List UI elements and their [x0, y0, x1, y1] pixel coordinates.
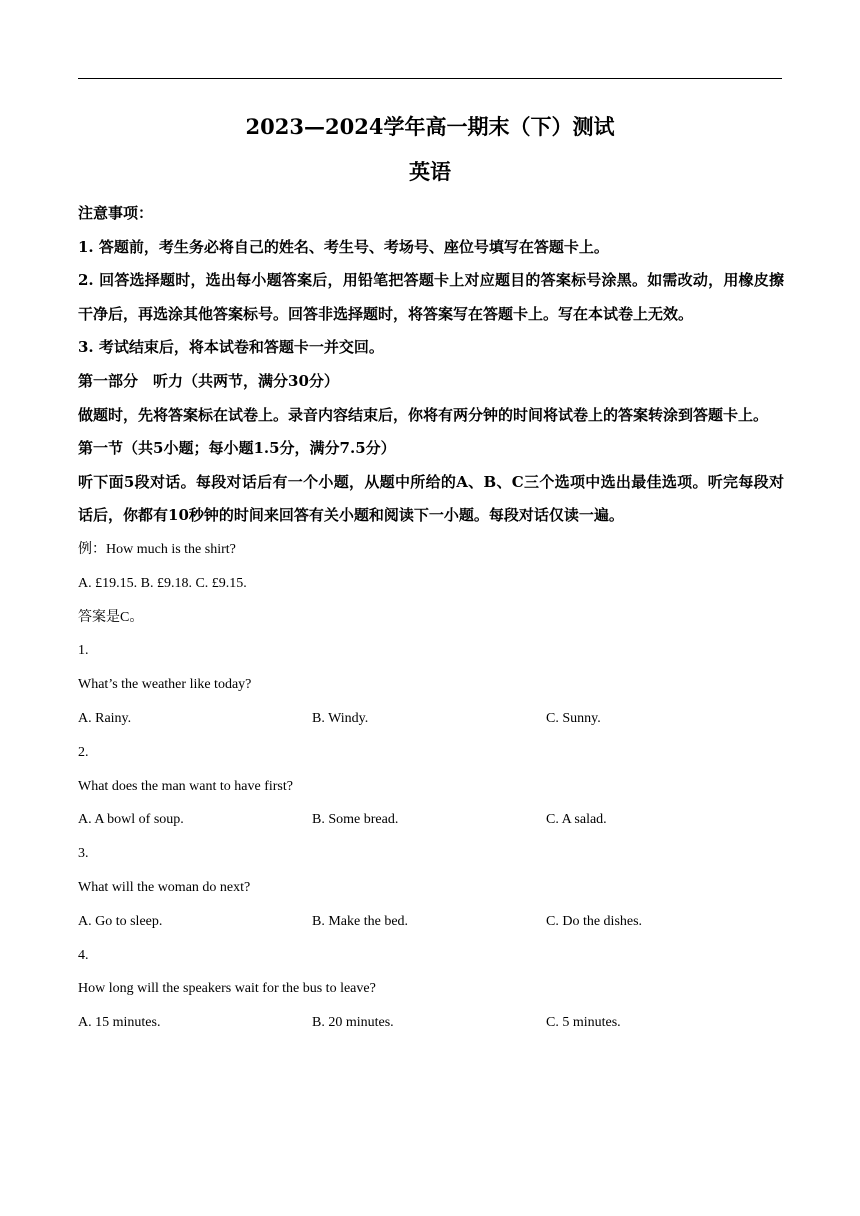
question-options — [78, 905, 784, 939]
option-c: C. Sunny. — [546, 710, 601, 726]
question-number: 4. — [78, 947, 89, 963]
instructions-heading: 注意事项： — [78, 204, 154, 222]
question-options — [78, 702, 784, 736]
option-b: B. 20 minutes. — [312, 1015, 394, 1031]
option-b: B. Make the bed. — [312, 913, 409, 929]
option-c: C. Do the dishes. — [546, 913, 643, 929]
question-4 — [78, 939, 784, 1040]
question-1 — [78, 634, 784, 735]
question-3 — [78, 837, 784, 938]
question-number: 1. — [78, 643, 89, 659]
instruction-item-1: 1. 答题前，考生务必将自己的姓名、考生号、考场号、座位号填写在答题卡上。 — [78, 237, 609, 256]
option-b: B. Windy. — [312, 710, 369, 726]
question-number: 3. — [78, 846, 89, 862]
option-a: A. A bowl of soup. — [78, 812, 184, 828]
part-heading: 第一部分 听力（共两节，满分30分） — [78, 371, 339, 390]
instruction-item-2: 2. 回答选择题时，选出每小题答案后，用铅笔把答题卡上对应题目的答案标号涂黑。如需改动，用橡皮擦干净后，再选涂其他答案标号。回答非选择题时，将答案写在答题卡上。写在本试卷上无效。 — [78, 271, 784, 323]
section-intro: 听下面5段对话。每段对话后有一个小题，从题中所给的A、B、C三个选项中选出最佳选项。听完每段对话后，你都有10秒钟的时间来回答有关小题和阅读下一小题。每段对话仅读一遍。 — [78, 472, 784, 525]
option-b: B. Some bread. — [312, 812, 399, 828]
section-heading: 第一节（共5小题；每小题1.5分，满分7.5分） — [78, 439, 396, 458]
exam-content — [78, 197, 784, 1040]
option-a: A. Rainy. — [78, 710, 132, 726]
part-intro: 做题时，先将答案标在试卷上。录音内容结束后，你将有两分钟的时间将试卷上的答案转涂到答题卡上。 — [78, 405, 769, 424]
example-question: 例：How much is the shirt? — [78, 541, 236, 557]
question-text: What does the man want to have first? — [78, 778, 293, 794]
instruction-item-3: 3. 考试结束后，将本试卷和答题卡一并交回。 — [78, 338, 384, 357]
header-rule — [78, 78, 782, 79]
question-text: How long will the speakers wait for the bus to leave? — [78, 981, 376, 997]
exam-title: 2023—2024学年高一期末（下）测试 — [245, 114, 615, 139]
option-c: C. 5 minutes. — [546, 1015, 621, 1031]
example-options: A. £19.15. B. £9.18. C. £9.15. — [78, 575, 247, 591]
question-text: What will the woman do next? — [78, 879, 251, 895]
option-a: A. Go to sleep. — [78, 913, 163, 929]
example-answer: 答案是C。 — [78, 609, 144, 625]
question-options — [78, 803, 784, 837]
exam-subject: 英语 — [409, 159, 451, 184]
question-2 — [78, 736, 784, 837]
question-text: What’s the weather like today? — [78, 677, 252, 693]
option-c: C. A salad. — [546, 812, 607, 828]
question-options — [78, 1006, 784, 1040]
option-a: A. 15 minutes. — [78, 1015, 161, 1031]
question-number: 2. — [78, 744, 89, 760]
